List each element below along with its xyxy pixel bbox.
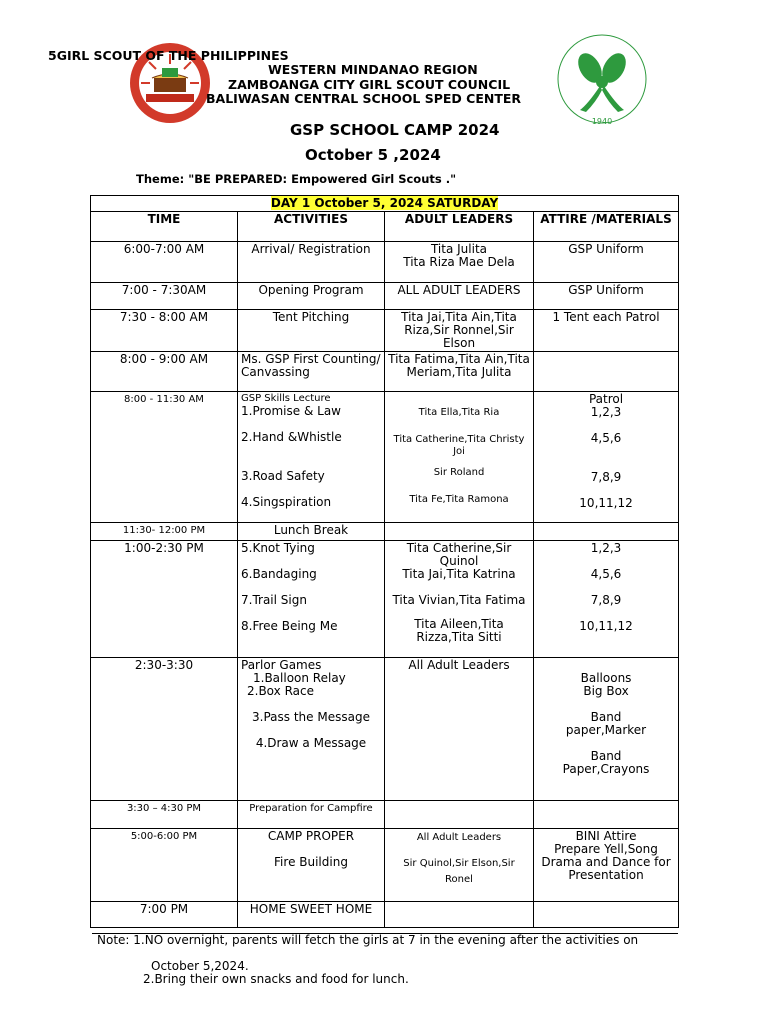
attire-cell: BINI Attire Prepare Yell,Song Drama and Dance for Presentation: [534, 829, 679, 902]
leaders-cell: Tita Julita Tita Riza Mae Dela: [385, 242, 534, 283]
activity-cell: HOME SWEET HOME: [238, 902, 385, 928]
note-line-1: Note: 1.NO overnight, parents will fetch the girls at 7 in the evening after the activities on: [97, 933, 639, 947]
camp-date: October 5 ,2024: [305, 146, 441, 164]
leaders-cell: [385, 829, 534, 902]
attire-cell: [534, 352, 679, 392]
activity-item: 6.Bandaging: [241, 567, 317, 581]
attire-item: 4,5,6: [590, 567, 622, 581]
page-title: GSP SCHOOL CAMP 2024: [290, 121, 500, 139]
activity-item: 5.Knot Tying: [241, 541, 315, 555]
activity-subheader: Parlor Games: [241, 658, 322, 672]
col-header-activities: ACTIVITIES: [238, 212, 385, 242]
table-row: [91, 242, 679, 283]
day-header-row: [91, 196, 679, 212]
activity-item: 1.Balloon Relay: [253, 671, 346, 685]
activity-cell: Arrival/ Registration: [238, 242, 385, 283]
activity-cell: Opening Program: [238, 283, 385, 310]
attire-subheader: Patrol: [588, 392, 624, 406]
logo-year: 1940: [591, 117, 613, 126]
table-row: [91, 658, 679, 801]
attire-item: Band paper,Marker: [565, 710, 647, 737]
leaders-cell: [385, 541, 534, 658]
leader-item: Tita Aileen,Tita Rizza,Tita Sitti: [414, 617, 504, 644]
attire-cell: [534, 801, 679, 829]
attire-cell: [534, 523, 679, 541]
table-row: [91, 310, 679, 352]
activity-item: 2.Hand &Whistle: [241, 430, 342, 444]
attire-cell: GSP Uniform: [534, 242, 679, 283]
col-header-time: TIME: [91, 212, 238, 242]
activity-item: 3.Pass the Message: [252, 710, 370, 724]
org-line: 5GIRL SCOUT OF THE PHILIPPINES: [48, 48, 289, 63]
attire-item: 10,11,12: [579, 619, 633, 633]
schedule-table: [90, 195, 679, 928]
note-line-2: October 5,2024.: [151, 959, 249, 973]
leader-item: All Adult Leaders: [416, 832, 502, 843]
activity-item: Fire Building: [274, 855, 348, 869]
attire-item: Big Box: [583, 684, 629, 698]
time-cell: 7:30 - 8:00 AM: [91, 310, 238, 352]
leader-item: Tita Jai,Tita Katrina: [402, 567, 516, 581]
attire-item: 1,2,3: [590, 405, 622, 419]
note-line-3: 2.Bring their own snacks and food for lunch.: [143, 972, 409, 986]
col-header-attire: ATTIRE /MATERIALS: [534, 212, 679, 242]
activity-cell: [238, 829, 385, 902]
attire-item: 1,2,3: [590, 541, 622, 555]
table-row: [91, 352, 679, 392]
attire-cell: [534, 541, 679, 658]
time-cell: 6:00-7:00 AM: [91, 242, 238, 283]
theme-line: Theme: "BE PREPARED: Empowered Girl Scouts .": [136, 172, 457, 186]
attire-item: Band Paper,Crayons: [562, 749, 650, 776]
leaders-cell: All Adult Leaders: [385, 658, 534, 801]
attire-item: 10,11,12: [579, 496, 633, 510]
activity-item: 8.Free Being Me: [241, 619, 338, 633]
leaders-cell: [385, 902, 534, 928]
time-cell: 8:00 - 9:00 AM: [91, 352, 238, 392]
leaders-cell: [385, 801, 534, 829]
table-row: [91, 283, 679, 310]
attire-cell: 1 Tent each Patrol: [534, 310, 679, 352]
activity-cell: [238, 658, 385, 801]
activity-item: 4.Draw a Message: [255, 736, 367, 750]
activity-cell: Preparation for Campfire: [238, 801, 385, 829]
attire-item: Balloons: [580, 671, 632, 685]
activity-item: 2.Box Race: [247, 684, 314, 698]
girl-scouts-philippines-logo: [540, 30, 665, 128]
activity-cell: [238, 392, 385, 523]
leaders-cell: [385, 392, 534, 523]
leader-item: Tita Catherine,Sir Quinol: [406, 541, 512, 568]
leader-item: Sir Roland: [433, 467, 485, 478]
activity-cell: Ms. GSP First Counting/Canvassing: [238, 352, 385, 392]
leader-item: Tita Fe,Tita Ramona: [409, 494, 509, 505]
time-cell: 8:00 - 11:30 AM: [91, 392, 238, 523]
time-cell: 5:00-6:00 PM: [91, 829, 238, 902]
column-header-row: [91, 212, 679, 242]
attire-item: 7,8,9: [590, 470, 622, 484]
time-cell: 7:00 PM: [91, 902, 238, 928]
activity-item: 3.Road Safety: [241, 469, 325, 483]
time-cell: 7:00 - 7:30AM: [91, 283, 238, 310]
council-line: ZAMBOANGA CITY GIRL SCOUT COUNCIL: [228, 77, 511, 92]
table-row: [91, 801, 679, 829]
table-row: [91, 902, 679, 928]
leaders-cell: Tita Fatima,Tita Ain,Tita Meriam,Tita Julita: [385, 352, 534, 392]
leaders-cell: Tita Jai,Tita Ain,Tita Riza,Sir Ronnel,Sir Elson: [385, 310, 534, 352]
leader-item: Tita Catherine,Tita Christy Joi: [393, 434, 525, 457]
activity-item: 1.Promise & Law: [241, 404, 341, 418]
table-row: [91, 523, 679, 541]
table-row: [91, 392, 679, 523]
activity-item: 7.Trail Sign: [241, 593, 307, 607]
activity-subheader: GSP Skills Lecture: [241, 393, 331, 404]
activity-cell: Tent Pitching: [238, 310, 385, 352]
region-line: WESTERN MINDANAO REGION: [268, 62, 478, 77]
attire-cell: [534, 392, 679, 523]
school-line: BALIWASAN CENTRAL SCHOOL SPED CENTER: [206, 91, 522, 106]
day-label: DAY 1 October 5, 2024 SATURDAY: [270, 196, 499, 210]
table-row: [91, 541, 679, 658]
attire-cell: [534, 658, 679, 801]
attire-item: 7,8,9: [590, 593, 622, 607]
leaders-cell: [385, 523, 534, 541]
time-cell: 11:30- 12:00 PM: [91, 523, 238, 541]
activity-cell: [238, 541, 385, 658]
activity-item: CAMP PROPER: [267, 829, 355, 843]
leaders-cell: ALL ADULT LEADERS: [385, 283, 534, 310]
time-cell: 1:00-2:30 PM: [91, 541, 238, 658]
leader-item: Tita Ella,Tita Ria: [418, 407, 500, 418]
attire-cell: GSP Uniform: [534, 283, 679, 310]
activity-item: 4.Singspiration: [241, 495, 332, 509]
time-cell: 3:30 – 4:30 PM: [91, 801, 238, 829]
leader-item: Tita Vivian,Tita Fatima: [392, 593, 526, 607]
attire-item: 4,5,6: [590, 431, 622, 445]
time-cell: 2:30-3:30: [91, 658, 238, 801]
table-row: [91, 829, 679, 902]
leader-item: Sir Quinol,Sir Elson,Sir Ronel: [403, 858, 515, 885]
attire-cell: [534, 902, 679, 928]
activity-cell: Lunch Break: [238, 523, 385, 541]
col-header-leaders: ADULT LEADERS: [385, 212, 534, 242]
